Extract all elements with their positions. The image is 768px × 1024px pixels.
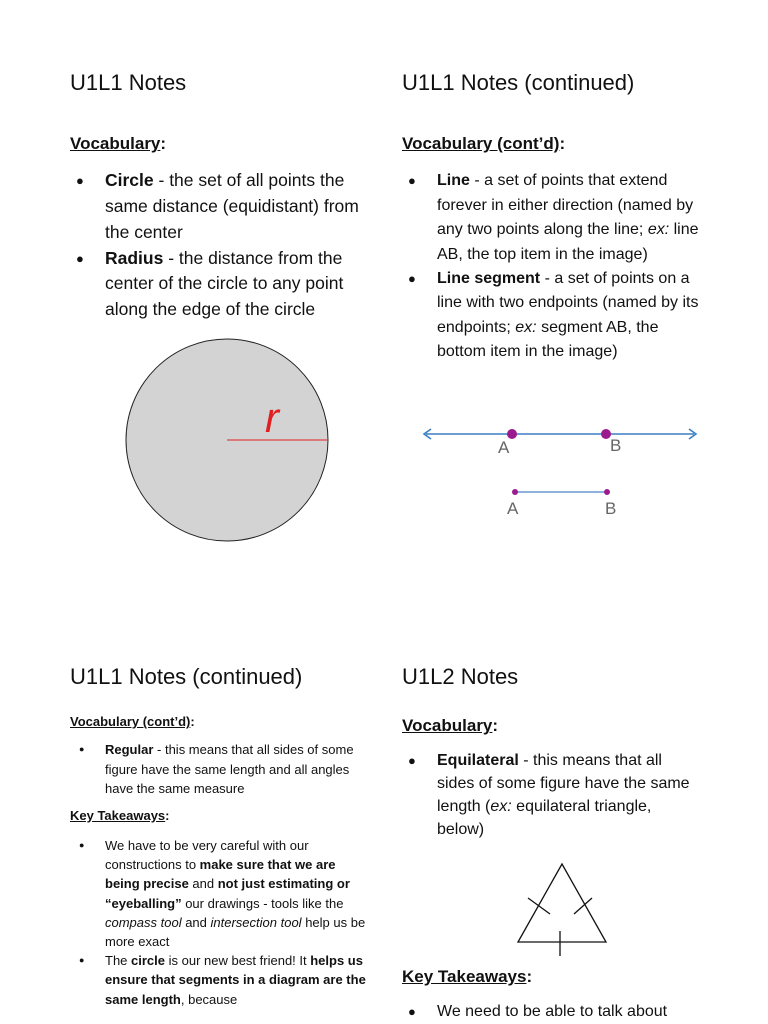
line-and-segment-figure (418, 420, 703, 525)
list-item: ● We need to be able to talk about (402, 1000, 702, 1024)
list-item: ● Line - a set of points that extend forever in either direction (named by any two points along the line; ex: line AB, the top item in the image) (402, 169, 702, 267)
takeaways-list (70, 836, 370, 1009)
segment-label-b: B (605, 499, 617, 518)
segment-label-a: A (507, 499, 519, 518)
key-takeaways-heading-text: Key Takeaways (70, 808, 166, 823)
vocabulary-heading: Vocabulary: (402, 716, 499, 736)
segment-point-a (512, 489, 518, 495)
list-item: ● We have to be very careful with our constructions to make sure that we are being precise and not just estimating or “eyeballing” our drawings - tools like the compass tool and intersection tool help us be more exact (70, 836, 370, 951)
list-item: ● The circle is our new best friend! It helps us ensure that segments in a diagram are the same length, because (70, 951, 370, 1009)
vocabulary-list (402, 169, 702, 364)
panel-u1l2-takeaways (402, 967, 702, 1024)
term-line: Line (437, 172, 470, 190)
definition-circle: - the set of all points the same distance (equidistant) from the center (105, 170, 359, 242)
vocabulary-heading-text: Vocabulary (cont’d) (70, 714, 191, 730)
vocabulary-heading-text: Vocabulary (cont’d) (402, 134, 560, 154)
panel-title: U1L1 Notes (continued) (402, 70, 635, 95)
panel-u1l1-notes-continued (402, 70, 702, 365)
vocabulary-heading: Vocabulary: (70, 134, 167, 154)
list-item (70, 168, 370, 245)
key-takeaways-heading: Key Takeaways: (402, 967, 533, 986)
list-item: ● Regular - this means that all sides of some figure have the same length and all angles have the same measure (70, 740, 370, 798)
term-line-segment: Line segment (437, 270, 541, 288)
vocabulary-heading-text: Vocabulary (402, 716, 493, 736)
vocabulary-heading-text: Vocabulary (70, 134, 161, 154)
vocabulary-list (70, 168, 370, 322)
vocabulary-list (70, 740, 370, 798)
tick-mark-left (528, 898, 550, 914)
line-label-b: B (610, 436, 622, 455)
term-equilateral: Equilateral (437, 752, 519, 770)
term-radius: Radius (105, 247, 164, 268)
radius-label: r (265, 394, 279, 441)
list-item: ● Equilateral - this means that all sides of some figure have the same length (ex: equilateral triangle, below) (402, 750, 702, 841)
panel-title: U1L2 Notes (402, 664, 519, 689)
triangle-shape (518, 864, 606, 942)
vocabulary-heading: Vocabulary (cont’d): (402, 134, 566, 154)
takeaways-list (402, 1000, 702, 1024)
term-regular: Regular (105, 742, 154, 758)
circle-radius-figure (120, 335, 340, 550)
vocabulary-heading: Vocabulary (cont’d): (70, 714, 195, 730)
panel-title: U1L1 Notes (70, 70, 187, 95)
list-item (70, 246, 370, 323)
panel-u1l1-notes-continued-2 (70, 664, 370, 1009)
panel-title: U1L1 Notes (continued) (70, 664, 303, 689)
panel-u1l1-notes (70, 70, 370, 323)
key-takeaways-heading-text: Key Takeaways (402, 967, 527, 986)
definition-radius: - the distance from the center of the circle to any point along the edge of the circle (105, 247, 344, 319)
list-item: ● Line segment - a set of points on a line with two endpoints (named by its endpoints; ex: segment AB, the bottom item in the image) (402, 267, 702, 365)
key-takeaways-heading: Key Takeaways: (70, 808, 170, 823)
line-label-a: A (498, 438, 510, 457)
term-circle: Circle (105, 170, 154, 191)
panel-u1l2-notes (402, 664, 702, 841)
equilateral-triangle-figure (510, 858, 615, 960)
segment-point-b (604, 489, 610, 495)
vocabulary-list (402, 750, 702, 841)
